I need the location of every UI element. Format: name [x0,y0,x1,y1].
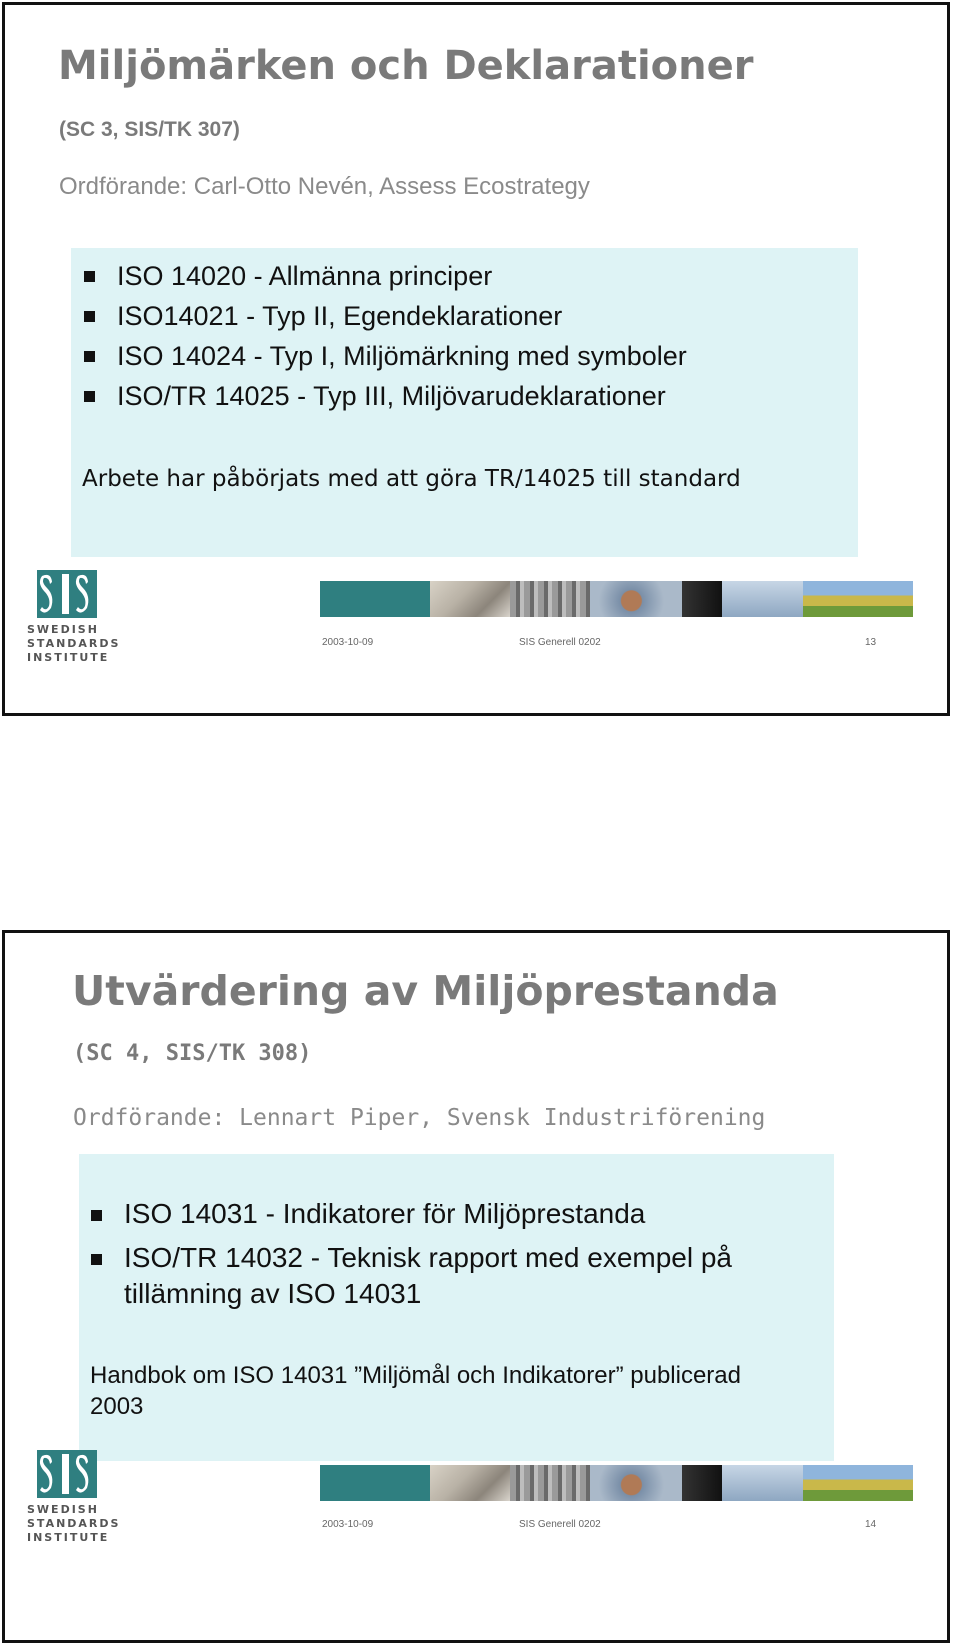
banner-teal-block [320,581,430,617]
photo-banner [320,1465,913,1501]
list-item [84,256,687,296]
page-number: 14 [865,1519,877,1530]
content-panel [79,1154,834,1461]
status-note: Arbete har påbörjats med att göra TR/14025 till standard [82,466,741,492]
banner-photo-field [803,1465,913,1501]
slide-13 [2,2,950,716]
banner-photo-building [510,1465,590,1501]
list-item [84,376,687,416]
banner-photo-dark [682,1465,722,1501]
logo-text-line: INSTITUTE [27,1531,110,1544]
sis-logo-icon [37,570,97,618]
bullet-icon [84,351,95,362]
logo-text-line: INSTITUTE [27,651,110,664]
photo-banner [320,581,913,617]
logo-text-line: SWEDISH [27,1503,99,1516]
logo-text-line: STANDARDS [27,637,121,650]
bullet-icon [84,391,95,402]
bullet-icon [84,311,95,322]
banner-photo-field [803,581,913,617]
banner-photo-hands [430,581,510,617]
footer-center: SIS Generell 0202 [519,1519,601,1530]
sis-logo [27,1450,119,1550]
chairperson: Ordförande: Carl-Otto Nevén, Assess Ecostrategy [59,173,590,200]
content-panel [71,248,858,557]
banner-photo-person [590,1465,682,1501]
page-number: 13 [865,637,877,648]
list-item-text: ISO 14020 - Allmänna principer [117,261,493,291]
standards-list [84,256,687,416]
sis-logo-icon [37,1450,97,1498]
list-item [84,296,687,336]
logo-text-line: STANDARDS [27,1517,121,1530]
banner-photo-hands [430,1465,510,1501]
footer-date: 2003-10-09 [322,637,374,648]
banner-photo-turbine [722,1465,803,1501]
banner-teal-block [320,1465,430,1501]
banner-photo-person [590,581,682,617]
list-item-text: ISO 14031 - Indikatorer för Miljöprestanda [124,1198,646,1229]
publication-note: Handbok om ISO 14031 ”Miljömål och Indikatorer” publicerad 2003 [90,1362,741,1420]
footer-date: 2003-10-09 [322,1519,374,1530]
list-item-text: ISO/TR 14025 - Typ III, Miljövarudeklarationer [117,381,666,411]
list-item [91,1196,811,1232]
list-item-text: ISO 14024 - Typ I, Miljömärkning med symboler [117,341,687,371]
logo-text-line: SWEDISH [27,623,99,636]
banner-photo-turbine [722,581,803,617]
list-item [84,336,687,376]
banner-photo-dark [682,581,722,617]
committee-code: (SC 3, SIS/TK 307) [59,118,240,141]
list-item [91,1240,811,1312]
sis-logo [27,570,119,670]
committee-code: (SC 4, SIS/TK 308) [73,1041,312,1066]
slide-title: Utvärdering av Miljöprestanda [72,967,779,1015]
list-item-text: ISO14021 - Typ II, Egendeklarationer [117,301,563,331]
bullet-icon [84,271,95,282]
slide-14 [2,930,950,1643]
footer-center: SIS Generell 0202 [519,637,601,648]
bullet-icon [91,1254,102,1265]
chairperson: Ordförande: Lennart Piper, Svensk Industriförening [73,1105,766,1131]
bullet-icon [91,1210,102,1221]
standards-list [91,1196,811,1312]
banner-photo-building [510,581,590,617]
slide-title: Miljömärken och Deklarationer [58,43,754,89]
list-item-text: ISO/TR 14032 - Teknisk rapport med exempel på tillämning av ISO 14031 [124,1242,733,1309]
